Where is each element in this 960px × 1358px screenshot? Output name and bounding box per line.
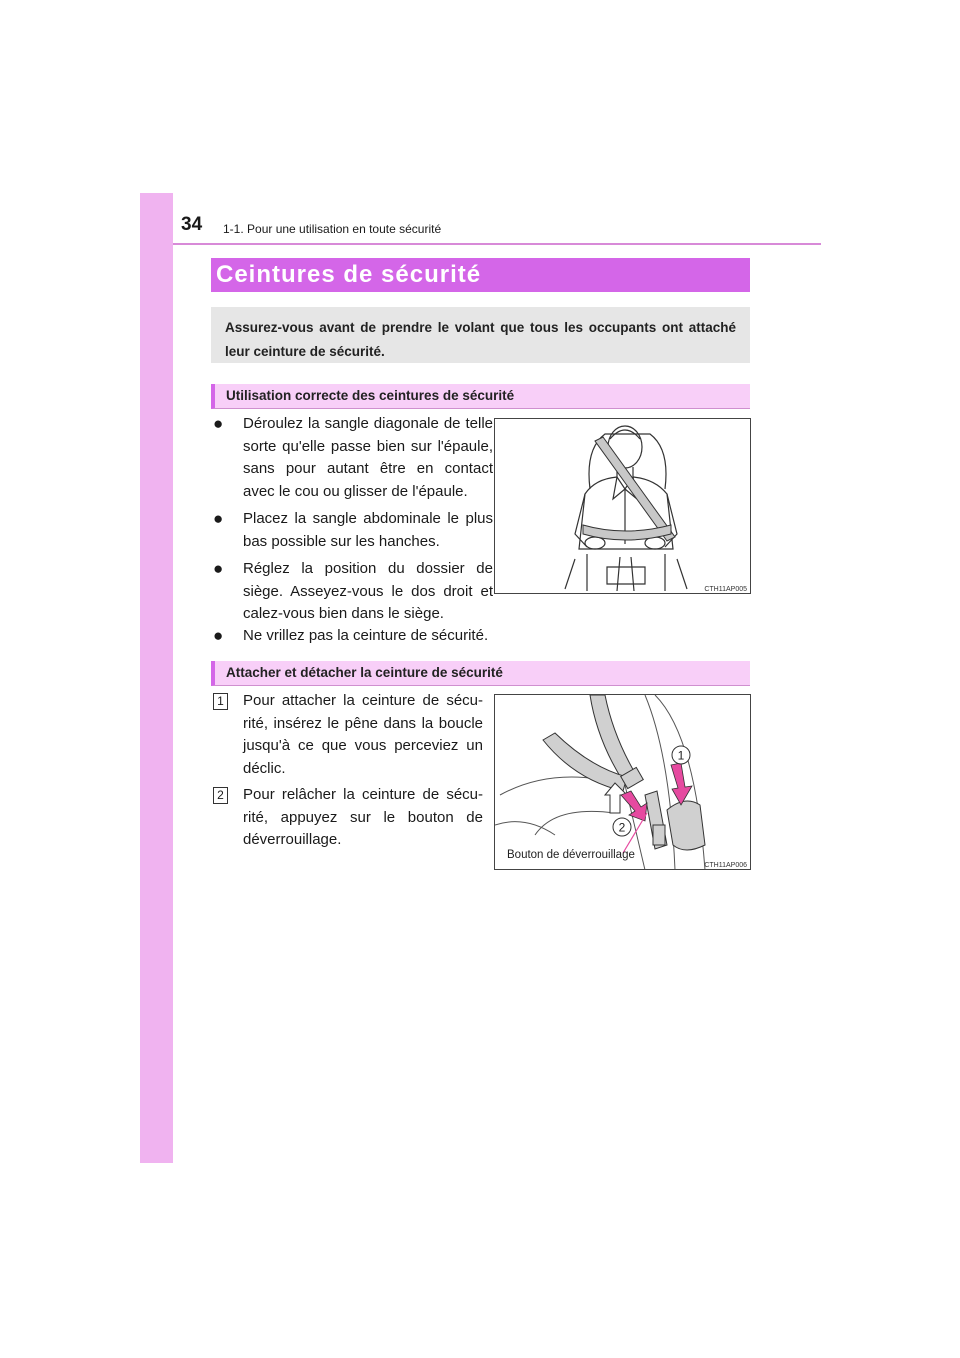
bullet-text: Réglez la position du dossier de siège. Asseyez-vous le dos droit et calez-vous bien dans le siège. [243, 560, 493, 622]
list-item [213, 625, 513, 648]
figure-buckle [494, 694, 751, 870]
usage-bullet-list [213, 413, 493, 631]
section-header: 1-1. Pour une utilisation en toute sécurité [223, 222, 442, 236]
bullet-icon: ● [213, 414, 224, 433]
list-item [213, 784, 483, 852]
section-heading-fasten: Attacher et détacher la ceinture de sécurité [211, 661, 750, 686]
page-number: 34 [181, 214, 203, 235]
page-title: Ceintures de sécurité [216, 261, 482, 288]
seated-occupant-illustration [495, 419, 751, 594]
buckle-illustration [495, 695, 751, 870]
bullet-text: Déroulez la sangle diagonale de telle sorte qu'elle passe bien sur l'épaule, sans pour autant être en contact avec le cou ou glisser de l'épaule. [243, 415, 493, 500]
figure-code: CTH11AP005 [704, 586, 747, 593]
fasten-steps [213, 690, 483, 856]
bullet-icon: ● [213, 626, 224, 645]
list-item [213, 690, 483, 780]
figure-code: CTH11AP006 [704, 862, 747, 869]
list-item [213, 413, 493, 503]
step-number-2: 2 [213, 787, 228, 804]
step-text: Pour relâcher la ceinture de sécu-rité, appuyez sur le bouton de déverrouillage. [243, 786, 483, 848]
section-heading-usage: Utilisation correcte des ceintures de sécurité [211, 384, 750, 409]
callout-2: 2 [618, 820, 626, 835]
intro-box: Assurez-vous avant de prendre le volant que tous les occupants ont attaché leur ceinture de sécurité. [211, 307, 750, 363]
bullet-text: Ne vrillez pas la ceinture de sécurité. [243, 627, 489, 644]
bullet-icon: ● [213, 509, 224, 528]
step-number-1: 1 [213, 693, 228, 710]
bullet-text: Placez la sangle abdominale le plus bas possible sur les hanches. [243, 510, 493, 550]
list-item [213, 558, 493, 626]
callout-1: 1 [677, 748, 685, 763]
bullet-icon: ● [213, 559, 224, 578]
list-item [213, 508, 493, 553]
header-rule [173, 243, 821, 245]
side-band [140, 193, 173, 1163]
step-text: Pour attacher la ceinture de sécu-rité, insérez le pêne dans la boucle jusqu'à ce que vous perceviez un déclic. [243, 692, 483, 777]
release-button-label: Bouton de déverrouillage [507, 849, 635, 861]
figure-seated-occupant [494, 418, 751, 594]
